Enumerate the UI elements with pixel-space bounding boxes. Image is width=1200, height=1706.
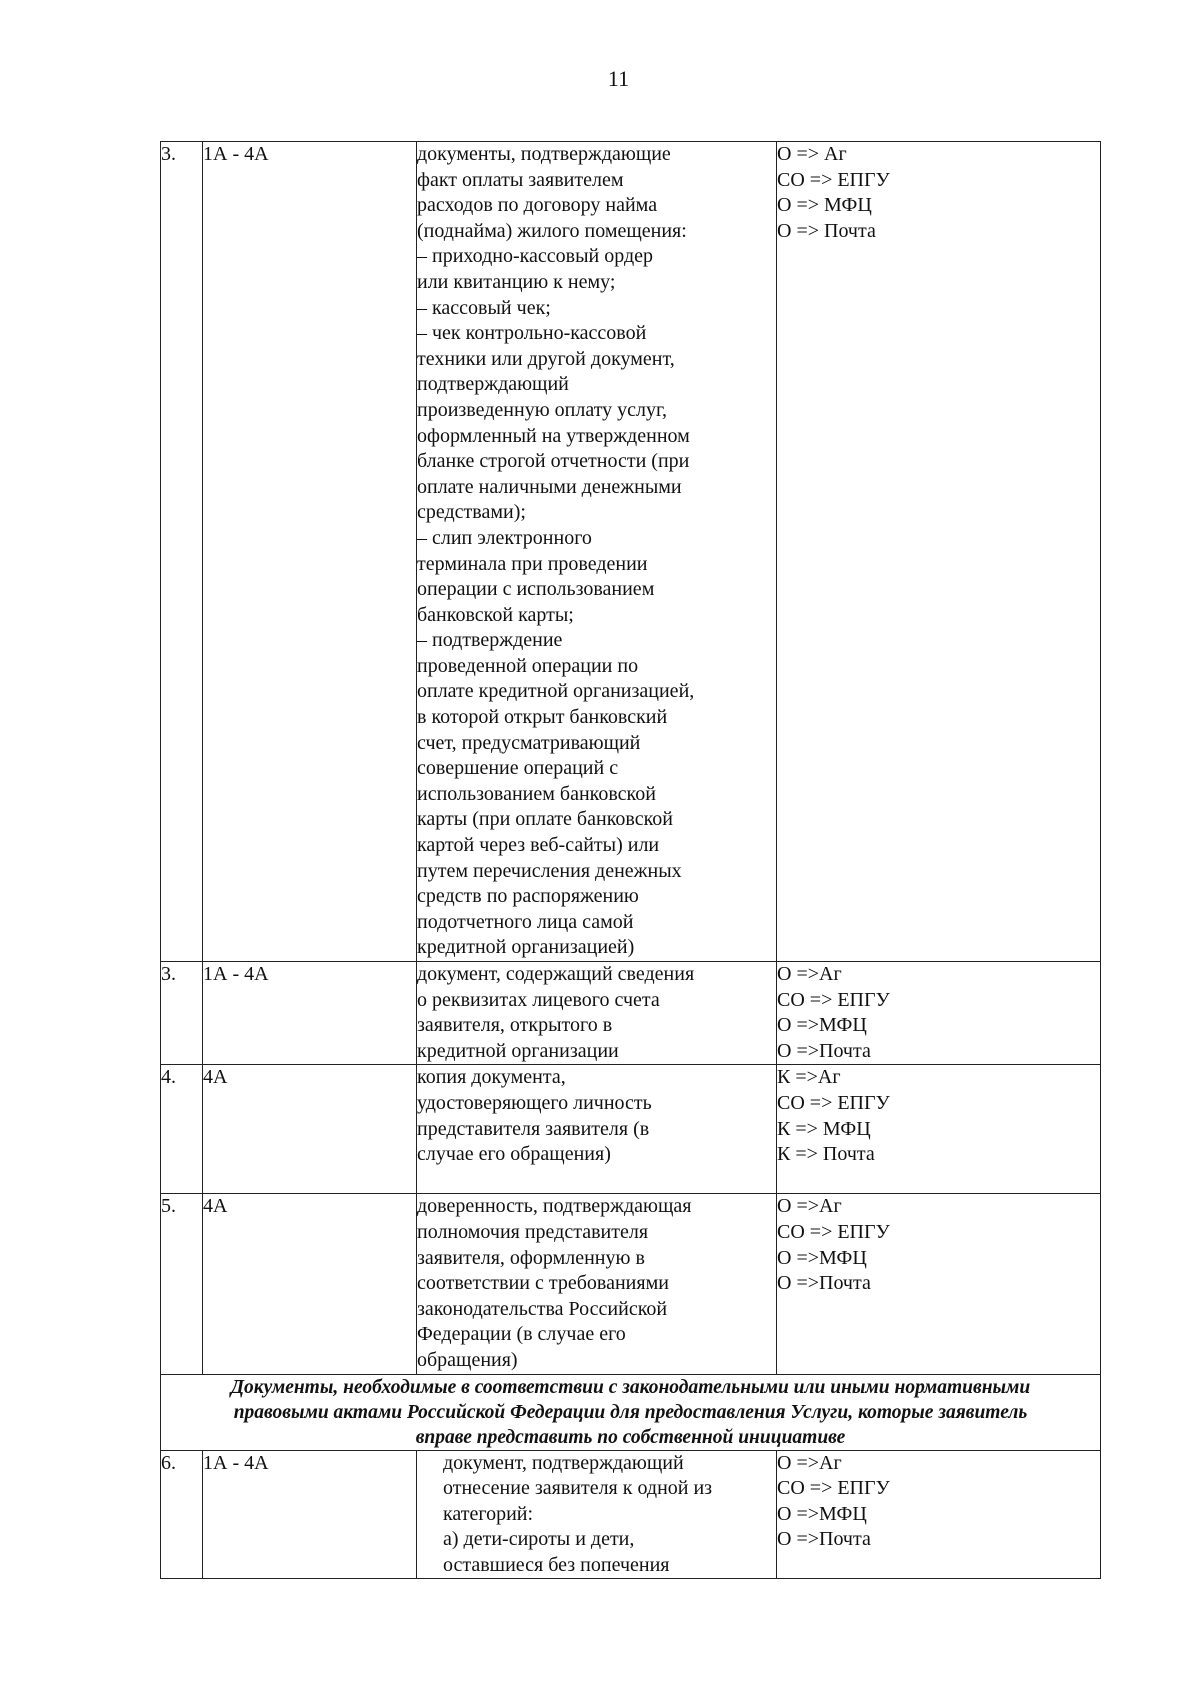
description-line: копия документа,	[417, 1066, 566, 1089]
route-line: О => МФЦ	[777, 194, 872, 217]
description-line: – подтверждение	[417, 629, 563, 652]
description-line: подтверждающий	[417, 373, 569, 396]
document-description	[417, 1194, 777, 1374]
description-line: случае его обращения)	[417, 1143, 611, 1166]
document-description	[417, 1065, 777, 1194]
description-line: удостоверяющего личность	[417, 1091, 652, 1114]
description-line: оставшиеся без попечения	[443, 1553, 670, 1576]
route-line: О =>Почта	[777, 1039, 871, 1062]
applicant-category-code: 1А - 4А	[203, 1450, 417, 1579]
description-line: совершение операций с	[417, 757, 619, 780]
row-number: 3.	[161, 962, 203, 1065]
description-line: в которой открыт банковский	[417, 706, 668, 729]
submission-route	[777, 1194, 1101, 1374]
section-heading-line: Документы, необходимые в соответствии с законодательными или иными нормативными	[230, 1376, 1031, 1398]
description-line: проведенной операции по	[417, 654, 639, 677]
description-line: соответствии с требованиями	[417, 1272, 669, 1295]
route-line: О =>Аг	[777, 1451, 842, 1474]
table-row	[161, 962, 1101, 1065]
document-description	[417, 142, 777, 962]
row-number: 6.	[161, 1450, 203, 1579]
row-number: 5.	[161, 1194, 203, 1374]
description-line: полномочия представителя	[417, 1220, 649, 1243]
description-line: оформленный на утвержденном	[417, 424, 690, 447]
description-line: факт оплаты заявителем	[417, 168, 624, 191]
description-line: категорий:	[443, 1502, 534, 1525]
description-line: произведенную оплату услуг,	[417, 398, 667, 421]
description-line: доверенность, подтверждающая	[417, 1195, 692, 1218]
description-line: документы, подтверждающие	[417, 143, 671, 165]
description-line: средств по распоряжению	[417, 885, 639, 908]
description-line: (поднайма) жилого помещения:	[417, 219, 687, 242]
description-line: расходов по договору найма	[417, 194, 658, 217]
document-description	[417, 962, 777, 1065]
description-line: оплате кредитной организацией,	[417, 680, 695, 703]
row-number: 3.	[161, 142, 203, 962]
table-row	[161, 1194, 1101, 1374]
applicant-category-code: 1А - 4А	[203, 142, 417, 962]
route-line: О =>МФЦ	[777, 1502, 867, 1525]
route-line: О =>Аг	[777, 963, 842, 985]
document-description	[417, 1450, 777, 1579]
description-line: Федерации (в случае его	[417, 1323, 626, 1346]
route-line: О =>МФЦ	[777, 1014, 867, 1037]
submission-route	[777, 1450, 1101, 1579]
description-line: подотчетного лица самой	[417, 910, 634, 933]
description-line: законодательства Российской	[417, 1297, 668, 1320]
description-line: представителя заявителя (в	[417, 1117, 650, 1140]
route-line: О => Аг	[777, 143, 847, 165]
route-line: О =>Почта	[777, 1528, 871, 1551]
description-line: отнесение заявителя к одной из	[443, 1477, 713, 1500]
route-line: СО => ЕПГУ	[777, 1477, 890, 1500]
description-line: счет, предусматривающий	[417, 731, 641, 754]
description-line: картой через веб-сайты) или	[417, 834, 660, 857]
description-line: использованием банковской	[417, 782, 656, 805]
table-row	[161, 1450, 1101, 1579]
description-line: оплате наличными денежными	[417, 475, 682, 498]
description-line: – кассовый чек;	[417, 296, 551, 319]
submission-route	[777, 962, 1101, 1065]
description-line: о реквизитах лицевого счета	[417, 988, 660, 1011]
description-line: операции с использованием	[417, 578, 655, 601]
page-number: 11	[607, 66, 630, 91]
description-line: – чек контрольно-кассовой	[417, 322, 647, 345]
route-line: СО => ЕПГУ	[777, 1091, 890, 1114]
description-line: – приходно-кассовый ордер	[417, 245, 654, 268]
route-line: СО => ЕПГУ	[777, 1220, 890, 1243]
description-line: средствами);	[417, 501, 526, 524]
description-line: банковской карты;	[417, 603, 574, 626]
route-line: К => МФЦ	[777, 1117, 871, 1140]
route-line: О => Почта	[777, 219, 876, 242]
description-line: документ, подтверждающий	[443, 1451, 684, 1474]
row-number: 4.	[161, 1065, 203, 1194]
route-line: К =>Аг	[777, 1066, 841, 1089]
route-line: СО => ЕПГУ	[777, 168, 890, 191]
spacer	[417, 1168, 776, 1194]
applicant-category-code: 4А	[203, 1194, 417, 1374]
section-heading	[161, 1374, 1101, 1450]
applicant-category-code: 4А	[203, 1065, 417, 1194]
description-line: заявителя, оформленную в	[417, 1246, 645, 1269]
route-line: К => Почта	[777, 1143, 875, 1166]
description-line: или квитанцию к нему;	[417, 270, 616, 293]
route-line: О =>МФЦ	[777, 1246, 867, 1269]
submission-route	[777, 142, 1101, 962]
description-line: обращения)	[417, 1348, 518, 1371]
documents-table	[160, 141, 1101, 1579]
description-line: кредитной организации	[417, 1039, 619, 1062]
description-line: техники или другой документ,	[417, 347, 675, 370]
section-heading-line: вправе представить по собственной инициативе	[415, 1426, 846, 1448]
description-line: а) дети-сироты и дети,	[443, 1528, 635, 1551]
description-line: заявителя, открытого в	[417, 1014, 613, 1037]
description-line: терминала при проведении	[417, 552, 648, 575]
description-line: кредитной организацией)	[417, 936, 635, 959]
description-line: путем перечисления денежных	[417, 859, 682, 882]
submission-route	[777, 1065, 1101, 1194]
applicant-category-code: 1А - 4А	[203, 962, 417, 1065]
description-line: бланке строгой отчетности (при	[417, 450, 690, 473]
description-line: документ, содержащий сведения	[417, 963, 695, 985]
route-line: СО => ЕПГУ	[777, 988, 890, 1011]
route-line: О =>Почта	[777, 1272, 871, 1295]
description-line: – слип электронного	[417, 526, 592, 549]
section-heading-row	[161, 1374, 1101, 1450]
table-row	[161, 1065, 1101, 1194]
table-row	[161, 142, 1101, 962]
section-heading-line: правовыми актами Российской Федерации для предоставления Услуги, которые заявитель	[233, 1401, 1028, 1423]
description-line: карты (при оплате банковской	[417, 808, 673, 831]
route-line: О =>Аг	[777, 1195, 842, 1218]
